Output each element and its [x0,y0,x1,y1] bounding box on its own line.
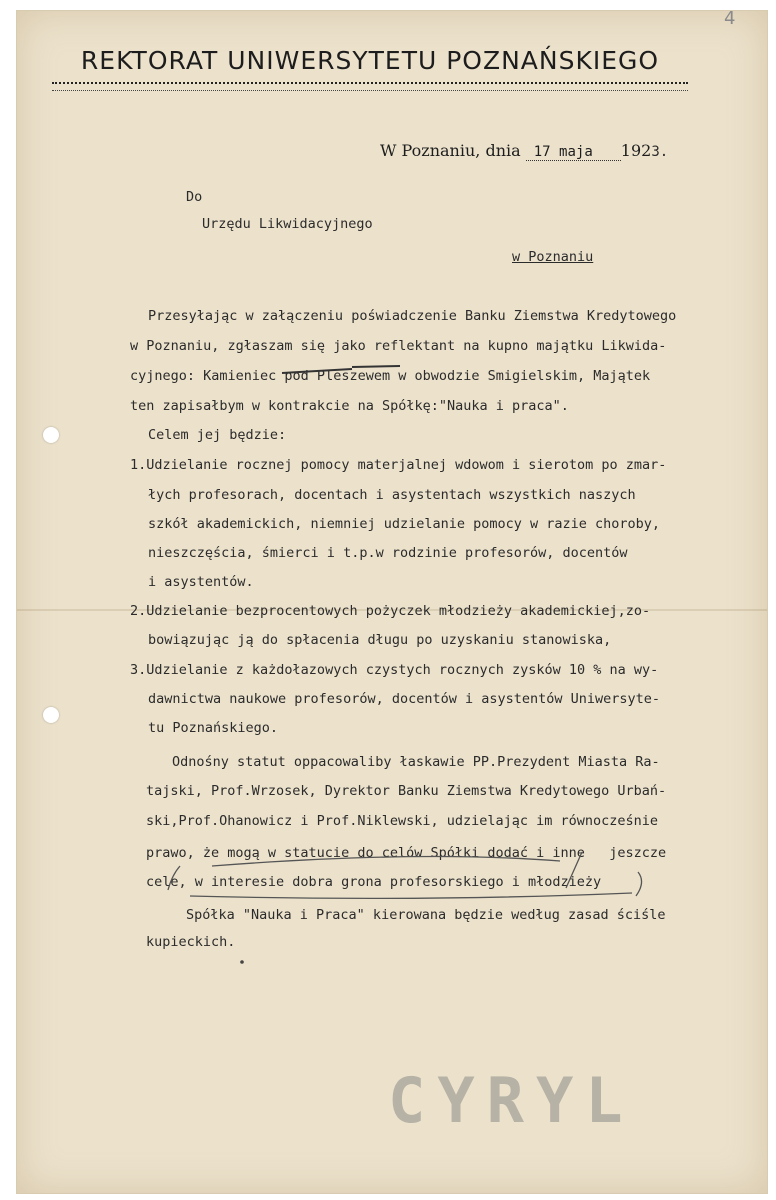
salutation: Do [186,189,203,205]
body-line: tajski, Prof.Wrzosek, Dyrektor Banku Ziemstwa Kredytowego Urbań- [146,783,667,799]
year-prefix: 192 [620,141,652,160]
recipient-city: w Poznaniu [512,249,594,265]
pencil-underline [212,857,560,866]
body-line: i asystentów. [148,574,254,590]
strikethrough-mark [352,366,400,367]
body-line: kupieckich. [146,934,236,950]
strikethrough-mark [282,369,352,373]
body-line: prawo, że mogą w statucie do celów Spółki dodać i inne jeszcze [146,845,667,861]
archive-watermark: CYRYL [388,1064,635,1137]
body-line: dawnictwa naukowe profesorów, docentów i asystentów Uniwersyte- [148,691,661,707]
recipient-office: Urzędu Likwidacyjnego [202,216,373,232]
body-line: Przesyłając w załączeniu poświadczenie Banku Ziemstwa Kredytowego [148,308,677,324]
letterhead-title: REKTORAT UNIWERSYTETU POZNAŃSKIEGO [80,46,660,75]
body-line: cele, w interesie dobra grona profesorskiego i młodzieży [146,874,602,890]
body-line: tu Poznańskiego. [148,720,279,736]
pencil-bracket [566,852,582,888]
page-number: 4 [724,8,736,29]
body-line: bowiązując ją do spłacenia długu po uzyskaniu stanowiska, [148,632,612,648]
dateline-prefix: W Poznaniu, dnia [380,141,521,160]
body-line: 1.Udzielanie rocznej pomocy materjalnej wdowom i sierotom po zmar- [130,457,667,473]
ink-dot [240,960,244,964]
body-line: 2.Udzielanie bezprocentowych pożyczek młodzieży akademickiej,zo- [130,603,651,619]
date-value: 17 maja [526,144,621,161]
body-line: ski,Prof.Ohanowicz i Prof.Niklewski, udzielając im równocześnie [146,813,659,829]
body-line: nieszczęścia, śmierci i t.p.w rodzinie profesorów, docentów [148,545,628,561]
body-line: Odnośny statut oppacowaliby łaskawie PP.Prezydent Miasta Ra- [172,754,660,770]
body-line: Spółka "Nauka i Praca" kierowana będzie według zasad ściśle [186,907,666,923]
pencil-bracket [168,866,180,890]
body-line: ten zapisałbym w kontrakcie na Spółkę:"Nauka i praca". [130,398,569,414]
body-line: szkół akademickich, niemniej udzielanie pomocy w razie choroby, [148,516,661,532]
pencil-bracket [636,872,642,896]
year-suffix: 3. [651,144,669,160]
body-line: cyjnego: Kamieniec pod Pleszewem w obwodzie Smigielskim, Majątek [130,368,651,384]
body-line: w Poznaniu, zgłaszam się jako reflektant na kupno majątku Likwida- [130,338,667,354]
body-line: Celem jej będzie: [148,427,287,443]
pencil-underline [190,893,632,898]
body-line: 3.Udzielanie z każdołazowych czystych rocznych zysków 10 % na wy- [130,662,659,678]
body-line: łych profesorach, docentach i asystentach wszystkich naszych [148,487,636,503]
